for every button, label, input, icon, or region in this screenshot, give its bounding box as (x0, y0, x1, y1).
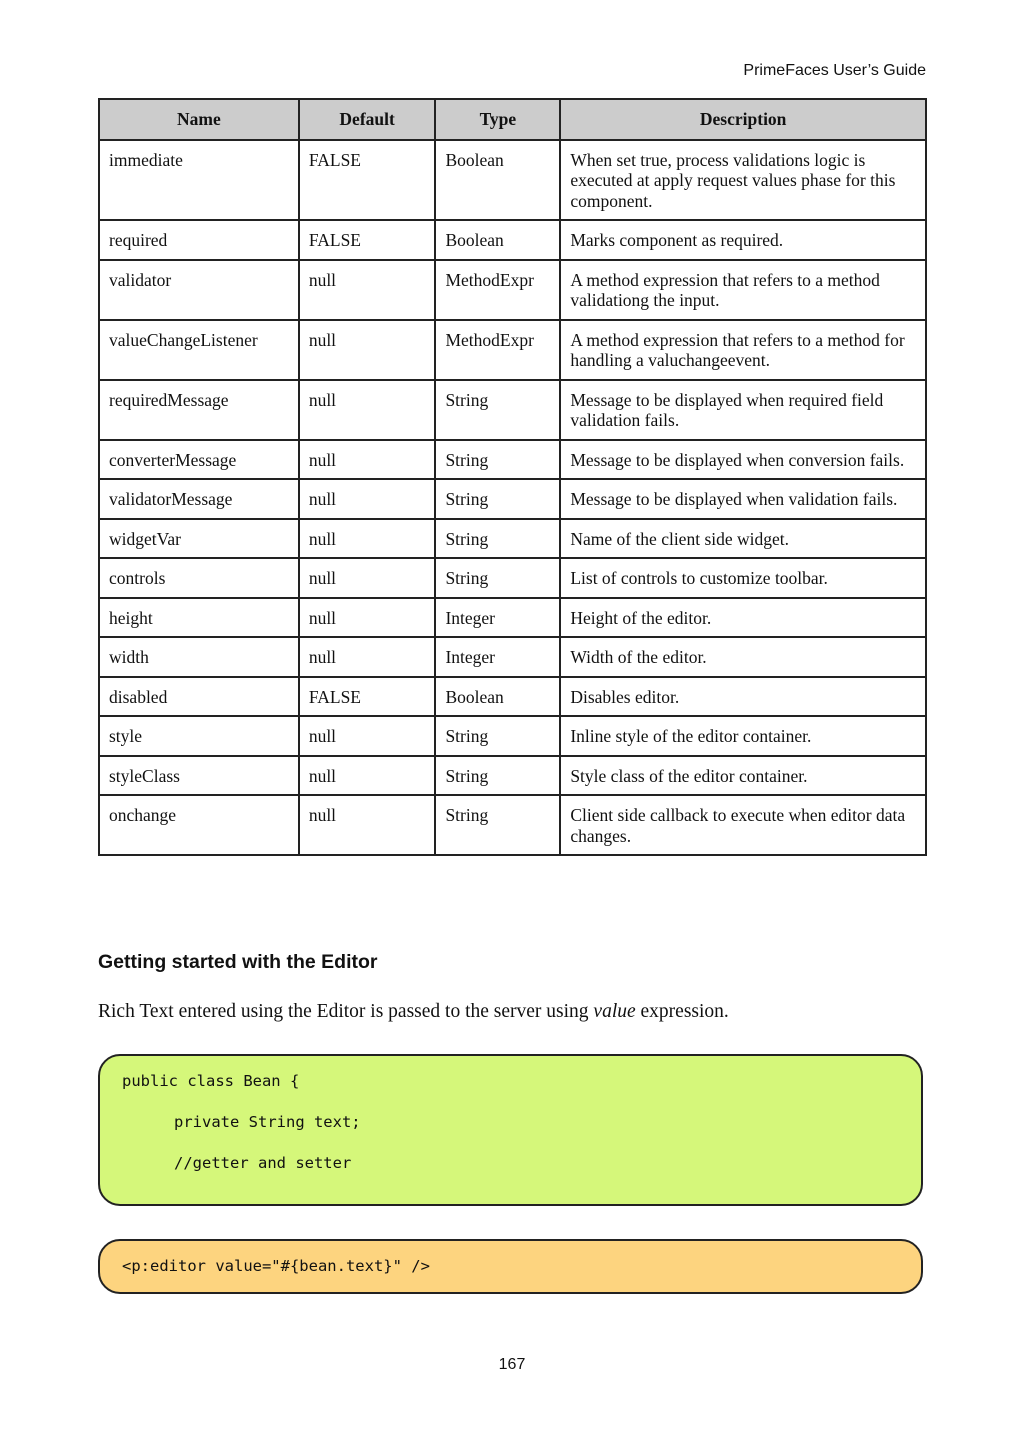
cell-description: Style class of the editor container. (560, 756, 926, 796)
cell-default: null (299, 320, 436, 380)
table-row (99, 677, 926, 717)
cell-default: null (299, 479, 436, 519)
cell-name: required (99, 220, 299, 260)
cell-default: FALSE (299, 677, 436, 717)
cell-description: List of controls to customize toolbar. (560, 558, 926, 598)
cell-type: Integer (435, 598, 560, 638)
cell-description: Message to be displayed when validation fails. (560, 479, 926, 519)
cell-description: Width of the editor. (560, 637, 926, 677)
cell-description: A method expression that refers to a method validationg the input. (560, 260, 926, 320)
cell-description: Client side callback to execute when editor data changes. (560, 795, 926, 855)
column-header-description: Description (560, 99, 926, 140)
cell-name: styleClass (99, 756, 299, 796)
cell-description: Message to be displayed when required field validation fails. (560, 380, 926, 440)
code-line: <p:editor value="#{bean.text}" /> (122, 1257, 430, 1275)
cell-default: null (299, 380, 436, 440)
cell-default: null (299, 637, 436, 677)
cell-description: Height of the editor. (560, 598, 926, 638)
cell-type: Boolean (435, 677, 560, 717)
cell-type: MethodExpr (435, 320, 560, 380)
table-row (99, 440, 926, 480)
cell-default: null (299, 519, 436, 559)
cell-name: height (99, 598, 299, 638)
table-row (99, 140, 926, 221)
cell-default: null (299, 795, 436, 855)
cell-description: When set true, process validations logic is executed at apply request values phase for this component. (560, 140, 926, 221)
cell-type: String (435, 380, 560, 440)
cell-type: Boolean (435, 220, 560, 260)
cell-description: A method expression that refers to a method for handling a valuchangeevent. (560, 320, 926, 380)
cell-description: Message to be displayed when conversion fails. (560, 440, 926, 480)
page-number: 167 (498, 1356, 526, 1373)
cell-name: disabled (99, 677, 299, 717)
table-row (99, 260, 926, 320)
cell-name: validatorMessage (99, 479, 299, 519)
cell-type: Boolean (435, 140, 560, 221)
table-row (99, 479, 926, 519)
cell-default: FALSE (299, 140, 436, 221)
table-row (99, 519, 926, 559)
table-row (99, 795, 926, 855)
xhtml-code-block (98, 1239, 923, 1294)
cell-type: String (435, 479, 560, 519)
table-row (99, 558, 926, 598)
cell-type: Integer (435, 637, 560, 677)
cell-name: width (99, 637, 299, 677)
cell-name: valueChangeListener (99, 320, 299, 380)
cell-type: String (435, 716, 560, 756)
cell-description: Disables editor. (560, 677, 926, 717)
cell-description: Inline style of the editor container. (560, 716, 926, 756)
cell-description: Name of the client side widget. (560, 519, 926, 559)
code-line: private String text; (174, 1113, 361, 1131)
cell-type: MethodExpr (435, 260, 560, 320)
cell-default: null (299, 260, 436, 320)
cell-type: String (435, 795, 560, 855)
cell-type: String (435, 756, 560, 796)
cell-default: null (299, 598, 436, 638)
cell-default: FALSE (299, 220, 436, 260)
column-header-type: Type (435, 99, 560, 140)
cell-name: widgetVar (99, 519, 299, 559)
cell-default: null (299, 440, 436, 480)
intro-text-before: Rich Text entered using the Editor is passed to the server using (98, 1001, 594, 1022)
code-line: //getter and setter (174, 1154, 352, 1172)
cell-name: onchange (99, 795, 299, 855)
table-row (99, 380, 926, 440)
cell-name: requiredMessage (99, 380, 299, 440)
running-header: PrimeFaces User’s Guide (743, 62, 926, 79)
cell-name: immediate (99, 140, 299, 221)
cell-name: controls (99, 558, 299, 598)
cell-name: converterMessage (99, 440, 299, 480)
section-heading: Getting started with the Editor (98, 951, 378, 973)
cell-type: String (435, 558, 560, 598)
cell-default: null (299, 558, 436, 598)
cell-description: Marks component as required. (560, 220, 926, 260)
table-row (99, 220, 926, 260)
attributes-table (98, 98, 927, 856)
cell-type: String (435, 440, 560, 480)
table-row (99, 598, 926, 638)
table-row (99, 320, 926, 380)
code-line: public class Bean { (122, 1072, 300, 1090)
intro-emphasis: value (593, 1001, 636, 1022)
column-header-default: Default (299, 99, 436, 140)
intro-paragraph (98, 1001, 729, 1023)
intro-text-after: expression. (635, 1001, 729, 1022)
cell-name: validator (99, 260, 299, 320)
table-header-row (99, 99, 926, 140)
cell-default: null (299, 756, 436, 796)
cell-name: style (99, 716, 299, 756)
column-header-name: Name (99, 99, 299, 140)
cell-default: null (299, 716, 436, 756)
table-row (99, 637, 926, 677)
cell-type: String (435, 519, 560, 559)
table-row (99, 756, 926, 796)
java-code-block (98, 1054, 923, 1206)
table-row (99, 716, 926, 756)
